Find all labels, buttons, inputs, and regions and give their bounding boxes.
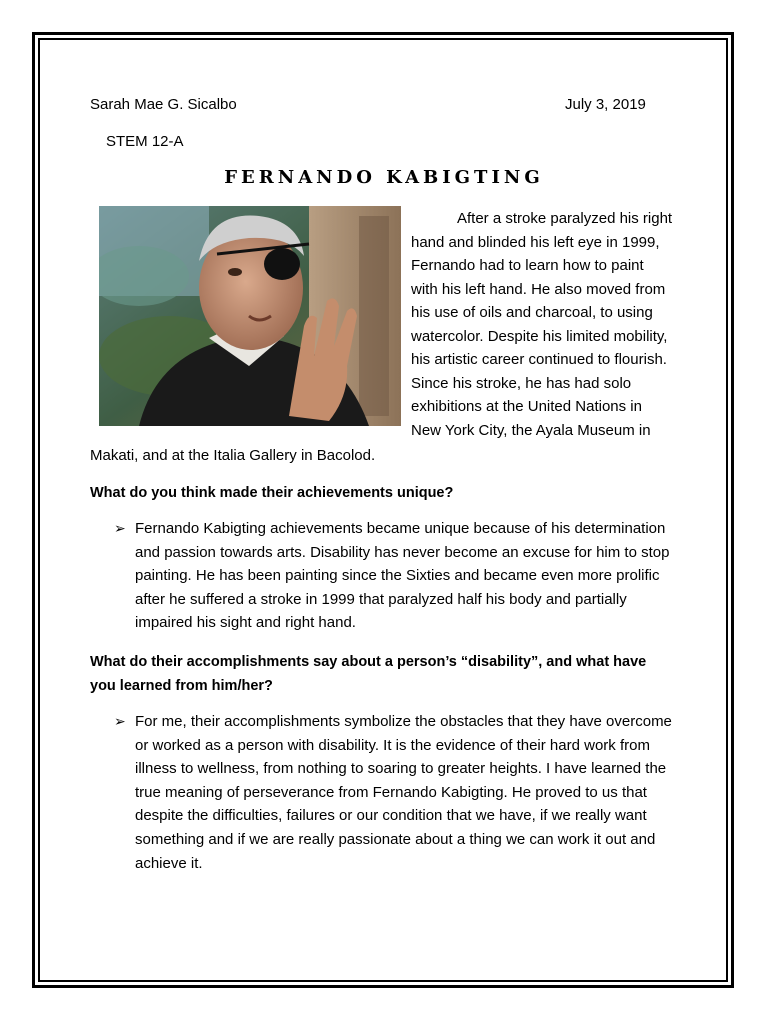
intro-line: Since his stroke, he has had solo [411,374,632,392]
question-2 [90,650,646,698]
question-line: What do their accomplishments say about a person’s “disability”, and what have [90,654,647,670]
intro-line: After a stroke paralyzed his right [457,210,673,227]
bullet-arrow-icon: ➢ [114,520,126,536]
intro-line: with his left hand. He also moved from [411,280,666,298]
intro-paragraph [411,207,686,442]
class-section: STEM 12-A [106,133,184,150]
answer-line: achieve it. [135,854,203,872]
intro-line: his artistic career continued to flourish. [411,351,667,368]
bullet-arrow-icon: ➢ [114,713,126,729]
answer-1 [135,517,669,635]
answer-line: Fernando Kabigting achievements became unique because of his determination [135,520,666,537]
intro-line: hand and blinded his left eye in 1999, [411,233,660,251]
answer-line: or worked as a person with disability. It is the evidence of their hard work from [135,736,650,754]
intro-tail-line: Makati, and at the Italia Gallery in Bacolod. [90,447,376,464]
answer-2 [135,710,672,875]
page-title: FERNANDO KABIGTING [224,167,544,188]
portrait-photo [99,206,401,426]
answer-line: after he suffered a stroke in 1999 that paralyzed half his body and partially [135,590,627,608]
question-line: you learned from him/her? [90,678,273,694]
answer-line: For me, their accomplishments symbolize the obstacles that they have overcome [135,713,672,730]
answer-line: impaired his sight and right hand. [135,614,356,632]
answer-line: illness to wellness, from nothing to soaring to greater heights. I have learned the [135,760,667,778]
answer-line: painting. He has been painting since the Sixties and became even more prolific [135,567,660,585]
intro-line: his use of oils and charcoal, to using [411,304,653,321]
question-1 [90,481,453,505]
answer-line: something and if we are really passionate about a thing we can work it out and [135,830,656,848]
question-line: What do you think made their achievements unique? [90,485,454,501]
intro-line: watercolor. Despite his limited mobility, [411,327,668,345]
answer-line: despite the difficulties, failures or our condition that we have, if we really want [135,807,647,825]
intro-line: Fernando had to learn how to paint [411,257,644,274]
intro-line: New York City, the Ayala Museum in [411,421,651,439]
document-date: July 3, 2019 [565,96,646,113]
answer-line: and passion towards arts. Disability has never become an excuse for him to stop [135,543,670,561]
student-name: Sarah Mae G. Sicalbo [90,96,237,113]
answer-line: true meaning of perseverance from Fernando Kabigting. He proved to us that [135,783,647,801]
intro-line: exhibitions at the United Nations in [411,398,642,415]
